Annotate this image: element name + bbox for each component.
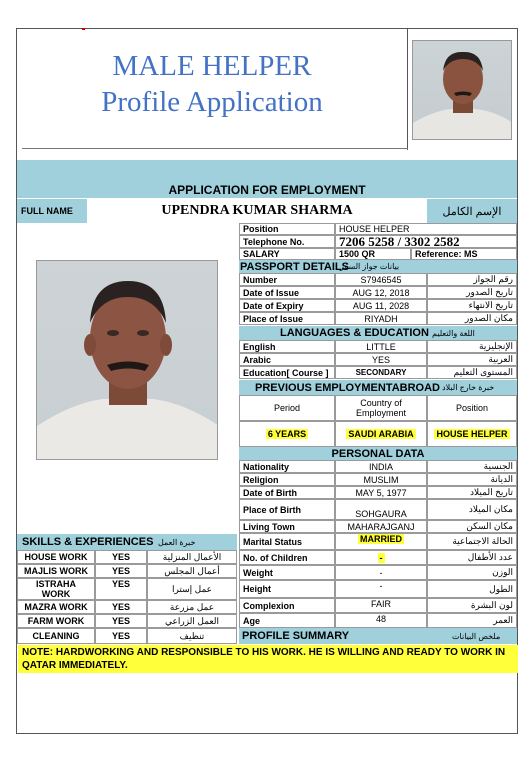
employment-country-cell (335, 421, 427, 447)
issue-place-value: RIYADH (335, 312, 427, 325)
employment-country: SAUDI ARABIA (348, 429, 414, 439)
weight-value: - (335, 565, 427, 580)
nationality-label: Nationality (239, 460, 335, 473)
passport-number-label: Number (239, 273, 335, 286)
skill-istraha-work-label: ISTRAHA WORK (17, 578, 95, 600)
nationality-value: INDIA (335, 460, 427, 473)
marital-status-cell (335, 533, 427, 550)
passport-number-value: S7946545 (335, 273, 427, 286)
expiry-date-arabic: تاريخ الانتهاء (427, 299, 517, 312)
expiry-date-label: Date of Expiry (239, 299, 335, 312)
employment-position: HOUSE HELPER (436, 429, 508, 439)
skill-majlis-work-arabic: أعمال المجلس (147, 564, 237, 578)
birth-place-value: SOHGAURA (335, 499, 427, 520)
position-column-header: Position (427, 395, 517, 421)
profile-note: NOTE: HARDWORKING AND RESPONSIBLE TO HIS WORK. HE IS WILLING AND READY TO WORK IN QATAR IMMEDIATELY. (18, 645, 518, 673)
religion-label: Religion (239, 473, 335, 486)
employment-heading-arabic: خبرة خارج البلاد (442, 383, 495, 392)
skill-cleaning-value: YES (95, 628, 147, 644)
personal-heading: PERSONAL DATA (331, 447, 425, 460)
telephone-value: 7206 5258 / 3302 2582 (335, 235, 517, 248)
living-town-arabic: مكان السكن (427, 520, 517, 533)
title-line-1: MALE HELPER (112, 50, 312, 82)
religion-value: MUSLIM (335, 473, 427, 486)
english-arabic: الإنجليزية (427, 340, 517, 353)
salary-value: 1500 QR (335, 248, 411, 260)
arabic-label: Arabic (239, 353, 335, 366)
marital-status-label: Marital Status (239, 533, 335, 550)
country-column-header: Country of Employment (335, 395, 427, 421)
issue-date-arabic: تاريخ الصدور (427, 286, 517, 299)
children-arabic: عدد الأطفال (427, 550, 517, 565)
skill-majlis-work-value: YES (95, 564, 147, 578)
profile-summary-heading-arabic: ملخص البيانات (452, 631, 501, 641)
marital-status-value: MARRIED (360, 534, 402, 544)
issue-date-label: Date of Issue (239, 286, 335, 299)
skill-mazra-work-value: YES (95, 600, 147, 614)
issue-place-label: Place of Issue (239, 312, 335, 325)
passport-number-arabic: رقم الجواز (427, 273, 517, 286)
birth-date-arabic: تاريخ الميلاد (427, 486, 517, 499)
arabic-arabic: العربية (427, 353, 517, 366)
weight-arabic: الوزن (427, 565, 517, 580)
height-value: - (335, 580, 427, 598)
skill-farm-work-label: FARM WORK (17, 614, 95, 628)
skills-heading-arabic: خبرة العمل (158, 537, 196, 547)
weight-label: Weight (239, 565, 335, 580)
height-arabic: الطول (427, 580, 517, 598)
children-value: - (379, 552, 383, 563)
living-town-label: Living Town (239, 520, 335, 533)
title-line-2: Profile Application (101, 86, 323, 118)
skill-istraha-work-value: YES (95, 578, 147, 600)
issue-date-value: AUG 12, 2018 (335, 286, 427, 299)
skill-cleaning-arabic: تنظيف (147, 628, 237, 644)
full-name-arabic: الإسم الكامل (427, 199, 517, 223)
living-town-value: MAHARAJGANJ (335, 520, 427, 533)
english-value: LITTLE (335, 340, 427, 353)
position-label: Position (239, 223, 335, 235)
arabic-value: YES (335, 353, 427, 366)
expiry-date-value: AUG 11, 2028 (335, 299, 427, 312)
languages-heading: LANGUAGES & EDUCATION (280, 327, 429, 339)
skill-house-work-value: YES (95, 550, 147, 564)
employment-position-cell (427, 421, 517, 447)
birth-date-value: MAY 5, 1977 (335, 486, 427, 499)
birth-place-label: Place of Birth (239, 499, 335, 520)
employment-period-cell (239, 421, 335, 447)
age-value: 48 (335, 613, 427, 628)
telephone-label: Telephone No. (239, 235, 335, 248)
birth-place-arabic: مكان الميلاد (427, 499, 517, 520)
applicant-photo-large (36, 260, 218, 460)
complexion-value: FAIR (335, 598, 427, 613)
title-underline (22, 148, 408, 149)
period-column-header: Period (239, 395, 335, 421)
skill-farm-work-arabic: العمل الزراعي (147, 614, 237, 628)
full-name-label: FULL NAME (17, 199, 87, 223)
education-value: SECONDARY (335, 366, 427, 379)
children-label: No. of Children (239, 550, 335, 565)
skill-majlis-work-label: MAJLIS WORK (17, 564, 95, 578)
applicant-photo-small (412, 40, 512, 140)
education-label: Education[ Course ] (239, 366, 335, 379)
education-arabic: المستوى التعليم (427, 366, 517, 379)
salary-label: SALARY (239, 248, 335, 260)
complexion-label: Complexion (239, 598, 335, 613)
employment-heading: PREVIOUS EMPLOYMENTABROAD (255, 381, 440, 394)
age-label: Age (239, 613, 335, 628)
profile-summary-heading: PROFILE SUMMARY (242, 630, 350, 642)
employment-period: 6 YEARS (267, 429, 307, 439)
children-cell (335, 550, 427, 565)
application-heading: APPLICATION FOR EMPLOYMENT (168, 183, 366, 197)
skills-heading: SKILLS & EXPERIENCES (22, 536, 154, 548)
skill-istraha-work-arabic: عمل إسترا (147, 578, 237, 600)
skill-mazra-work-arabic: عمل مزرعة (147, 600, 237, 614)
skill-cleaning-label: CLEANING (17, 628, 95, 644)
full-name-value: UPENDRA KUMAR SHARMA (161, 203, 353, 218)
height-label: Height (239, 580, 335, 598)
nationality-arabic: الجنسية (427, 460, 517, 473)
english-label: English (239, 340, 335, 353)
skill-mazra-work-label: MAZRA WORK (17, 600, 95, 614)
marital-status-arabic: الحالة الاجتماعية (427, 533, 517, 550)
complexion-arabic: لون البشرة (427, 598, 517, 613)
birth-date-label: Date of Birth (239, 486, 335, 499)
reference-value: Reference: MS (411, 248, 517, 260)
skill-farm-work-value: YES (95, 614, 147, 628)
position-value: HOUSE HELPER (335, 223, 517, 235)
age-arabic: العمر (427, 613, 517, 628)
religion-arabic: الديانة (427, 473, 517, 486)
skill-house-work-arabic: الأعمال المنزلية (147, 550, 237, 564)
issue-place-arabic: مكان الصدور (427, 312, 517, 325)
passport-heading-arabic: بيانات جواز السفر (340, 262, 400, 271)
languages-heading-arabic: اللغة والتعليم (432, 328, 475, 338)
skill-house-work-label: HOUSE WORK (17, 550, 95, 564)
passport-heading: PASSPORT DETAILS (240, 260, 349, 273)
